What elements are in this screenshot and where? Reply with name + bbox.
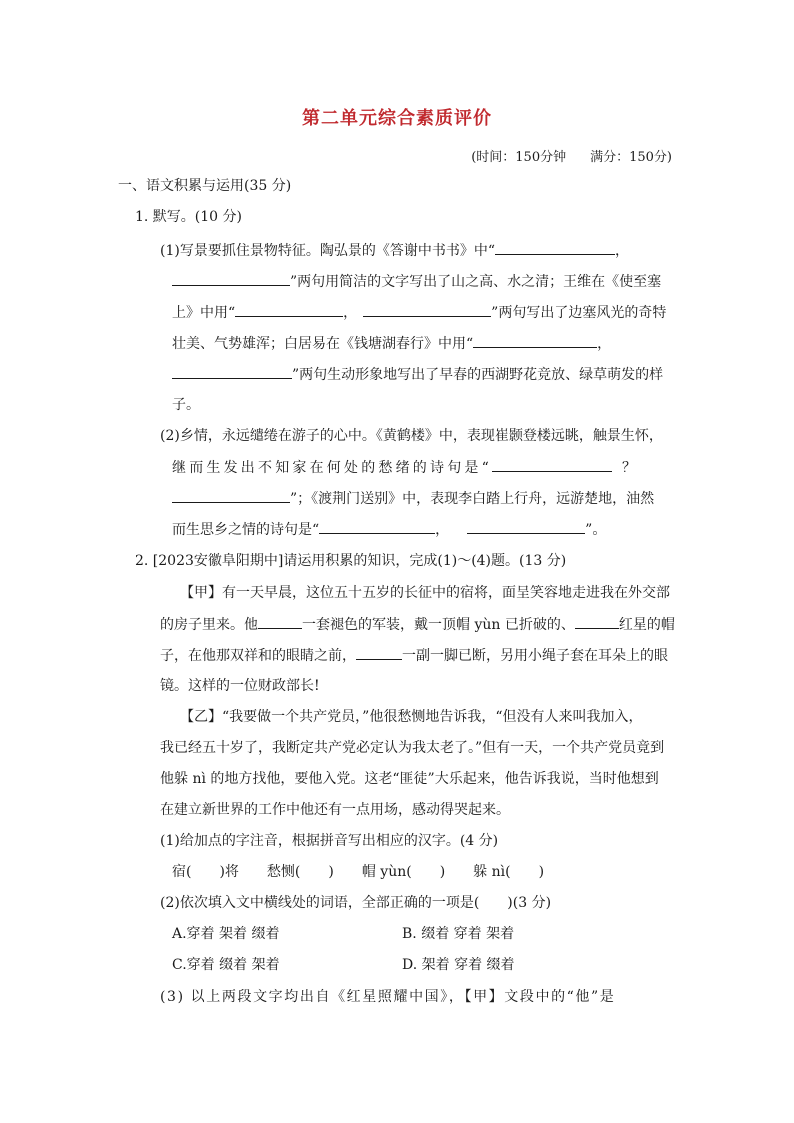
question-2-heading: 2. [2023安徽阜阳期中]请运用积累的知识，完成(1)～(4)题。(13 分)	[135, 553, 567, 569]
answer-blank[interactable]	[356, 645, 402, 660]
option-b[interactable]: B. 缀着 穿着 架着	[402, 926, 515, 942]
passage-jia-line1: 【甲】有一天早晨，这位五十五岁的长征中的宿将，面呈笑容地走进我在外交部	[180, 585, 670, 601]
subquestion-1-items: 宿( )将 愁恻( ) 帽 yùn( ) 躲 nì( )	[172, 864, 545, 880]
answer-blank[interactable]	[235, 302, 343, 317]
option-a[interactable]: A.穿着 架着 缀着	[172, 926, 280, 942]
answer-blank[interactable]	[495, 240, 615, 255]
q1-p1-line2: ”两句用简洁的文字写出了山之高、水之清；王维在《使至塞	[172, 271, 661, 292]
answer-blank[interactable]	[467, 519, 585, 534]
q1-p1-line3: 上》中用“ ， ”两句写出了边塞风光的奇特	[172, 302, 666, 323]
answer-blank[interactable]	[172, 488, 290, 503]
q1-p1-line1: (1)写景要抓住景物特征。陶弘景的《答谢中书书》中“ ，	[160, 240, 629, 261]
answer-blank[interactable]	[258, 614, 302, 629]
answer-blank[interactable]	[492, 457, 612, 472]
q1-p2-line3: ”；《渡荆门送别》中，表现李白踏上行舟，远游楚地，油然	[172, 488, 654, 509]
passage-yi-line3: 他躲 nì 的地方找他，要他入党。这老“匪徒”大乐起来，他告诉我说，当时他想到	[160, 771, 659, 787]
passage-jia-line2: 的房子里来。他 一套褪色的军装，戴一顶帽 yùn 已折破的、 红星的帽	[160, 614, 675, 635]
q1-p2-line1: (2)乡情，永远缱绻在游子的心中。《黄鹤楼》中，表现崔颢登楼远眺，触景生怀，	[160, 428, 663, 444]
subquestion-1-heading: (1)给加点的字注音，根据拼音写出相应的汉字。(4 分)	[160, 833, 499, 849]
option-d[interactable]: D. 架着 穿着 缀着	[402, 957, 515, 973]
q1-p2-line2: 继而生发出不知家在何处的愁绪的诗句是“ ？	[172, 457, 672, 478]
answer-blank[interactable]	[172, 271, 290, 286]
answer-blank[interactable]	[319, 519, 435, 534]
passage-yi-line1: 【乙】“我要做一个共产党员，”他很愁恻地告诉我，“但没有人来叫我加入，	[180, 709, 643, 725]
question-1-heading: 1. 默写。(10 分)	[135, 209, 242, 225]
page-title: 第二单元综合素质评价	[302, 108, 492, 129]
answer-blank[interactable]	[172, 364, 292, 379]
passage-jia-line4: 镜。这样的一位财政部长!	[160, 678, 320, 694]
exam-time: (时间：150分钟	[471, 150, 567, 165]
q1-p1-line5: ”两句生动形象地写出了早春的西湖野花竞放、绿草萌发的样	[172, 364, 663, 385]
exam-score: 满分：150分)	[590, 150, 672, 165]
answer-blank[interactable]	[473, 333, 597, 348]
section-heading: 一、语文积累与运用(35 分)	[118, 178, 292, 194]
passage-yi-line2: 我已经五十岁了，我断定共产党必定认为我太老了。”但有一天，一个共产党员竟到	[160, 740, 665, 756]
exam-meta	[471, 146, 672, 165]
subquestion-2-heading: (2)依次填入文中横线处的词语，全部正确的一项是( )(3 分)	[160, 895, 552, 911]
passage-jia-line3: 子，在他那双祥和的眼睛之前， 一副一脚已断，另用小绳子套在耳朵上的眼	[160, 645, 668, 666]
option-c[interactable]: C.穿着 缀着 架着	[172, 957, 280, 973]
q1-p1-line6: 子。	[172, 397, 200, 413]
q1-p2-line4: 而生思乡之情的诗句是“ ， ”。	[172, 519, 606, 540]
answer-blank[interactable]	[363, 302, 491, 317]
q1-p1-line4: 壮美、气势雄浑；白居易在《钱塘湖春行》中用“ ，	[172, 333, 611, 354]
answer-blank[interactable]	[575, 614, 619, 629]
passage-yi-line4: 在建立新世界的工作中他还有一点用场，感动得哭起来。	[160, 802, 510, 818]
subquestion-3-line1: (3) 以上两段文字均出自《红星照耀中国》，【甲】文段中的“他”是	[160, 989, 616, 1005]
